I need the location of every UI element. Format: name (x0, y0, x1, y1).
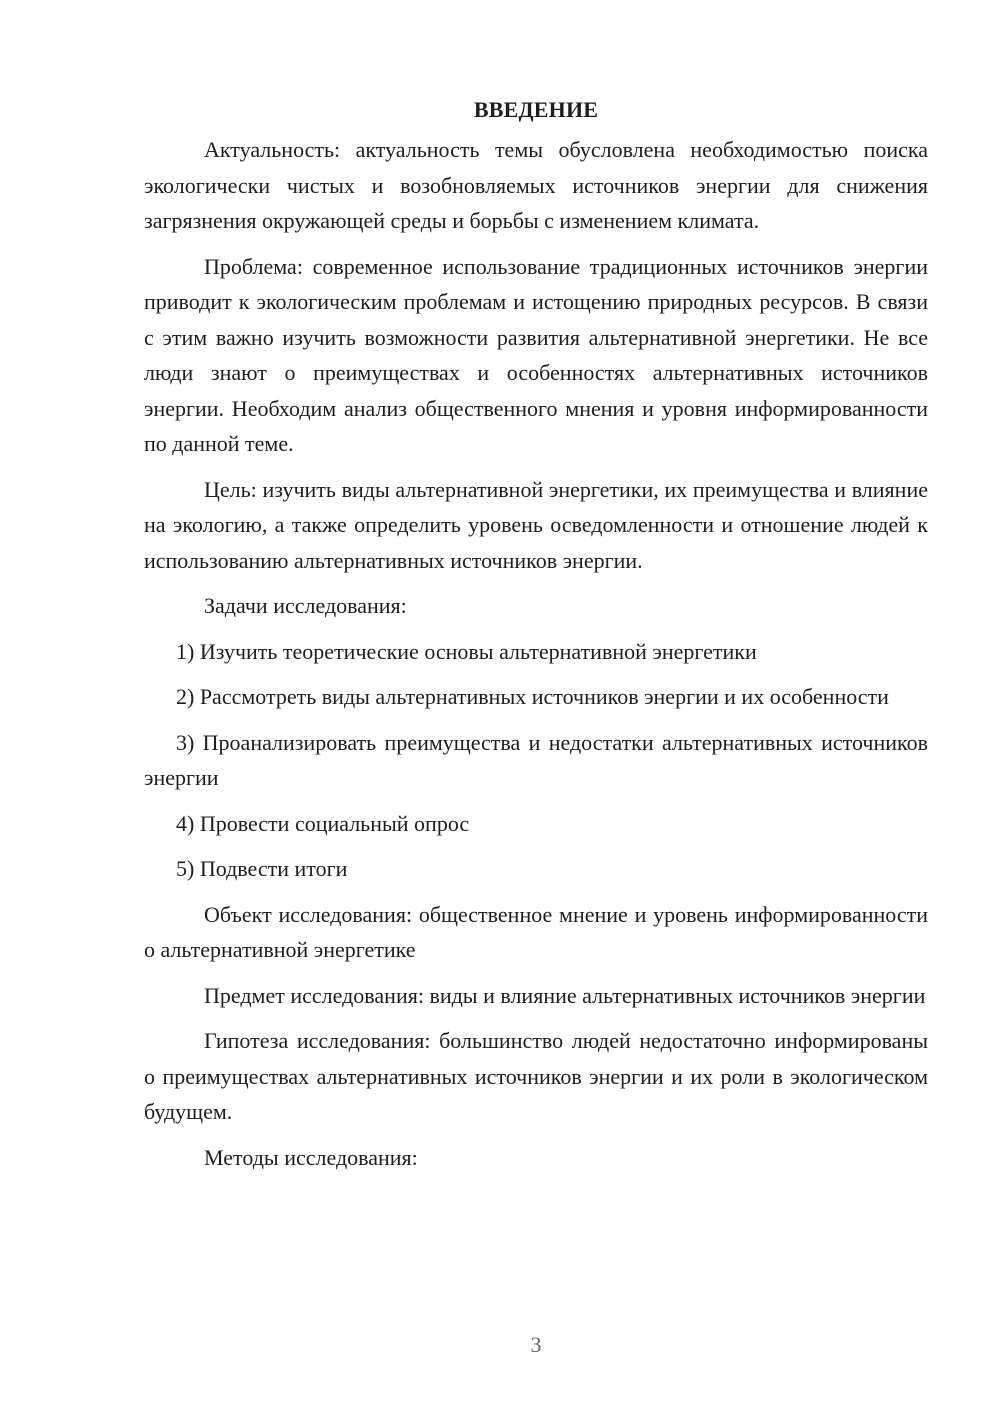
paragraph-methods: Методы исследования: (204, 1144, 418, 1170)
document-title: ВВЕДЕНИЕ (473, 97, 599, 122)
task-item: 3) Проанализировать преимущества и недостатки альтернативных источников энергии (144, 729, 928, 790)
task-item: 4) Провести социальный опрос (176, 810, 470, 836)
paragraph-subject: Предмет исследования: виды и влияние альтернативных источников энергии (204, 982, 926, 1008)
paragraph-tasks-heading: Задачи исследования: (204, 593, 407, 618)
paragraph-problem: Проблема: современное использование традиционных источников энергии приводит к экологическим проблемам и истощению природных ресурсов. В связи с этим важно изучить возможности развития альтернативной энергетики. Не все люди знают о преимуществах и особенностях альтернативных источников энергии. Необходим анализ общественного мнения и уровня информированности по данной теме. (144, 253, 928, 456)
paragraph-relevance: Актуальность: актуальность темы обусловлена необходимостью поиска экологически чистых и возобновляемых источников энергии для снижения загрязнения окружающей среды и борьбы с изменением климата. (144, 137, 928, 233)
document-page (144, 92, 928, 1175)
page-number: 3 (530, 1332, 542, 1357)
task-item: 1) Изучить теоретические основы альтернативной энергетики (176, 638, 757, 664)
paragraph-object: Объект исследования: общественное мнение и уровень информированности о альтернативной энергетике (144, 901, 928, 962)
paragraph-goal: Цель: изучить виды альтернативной энергетики, их преимущества и влияние на экологию, а также определить уровень осведомленности и отношение людей к использованию альтернативных источников энергии. (144, 476, 928, 573)
task-item: 2) Рассмотреть виды альтернативных источников энергии и их особенности (176, 684, 889, 709)
paragraph-hypothesis: Гипотеза исследования: большинство людей недостаточно информированы о преимуществах альтернативных источников энергии и их роли в экологическом будущем. (144, 1028, 928, 1124)
task-item: 5) Подвести итоги (176, 856, 348, 881)
